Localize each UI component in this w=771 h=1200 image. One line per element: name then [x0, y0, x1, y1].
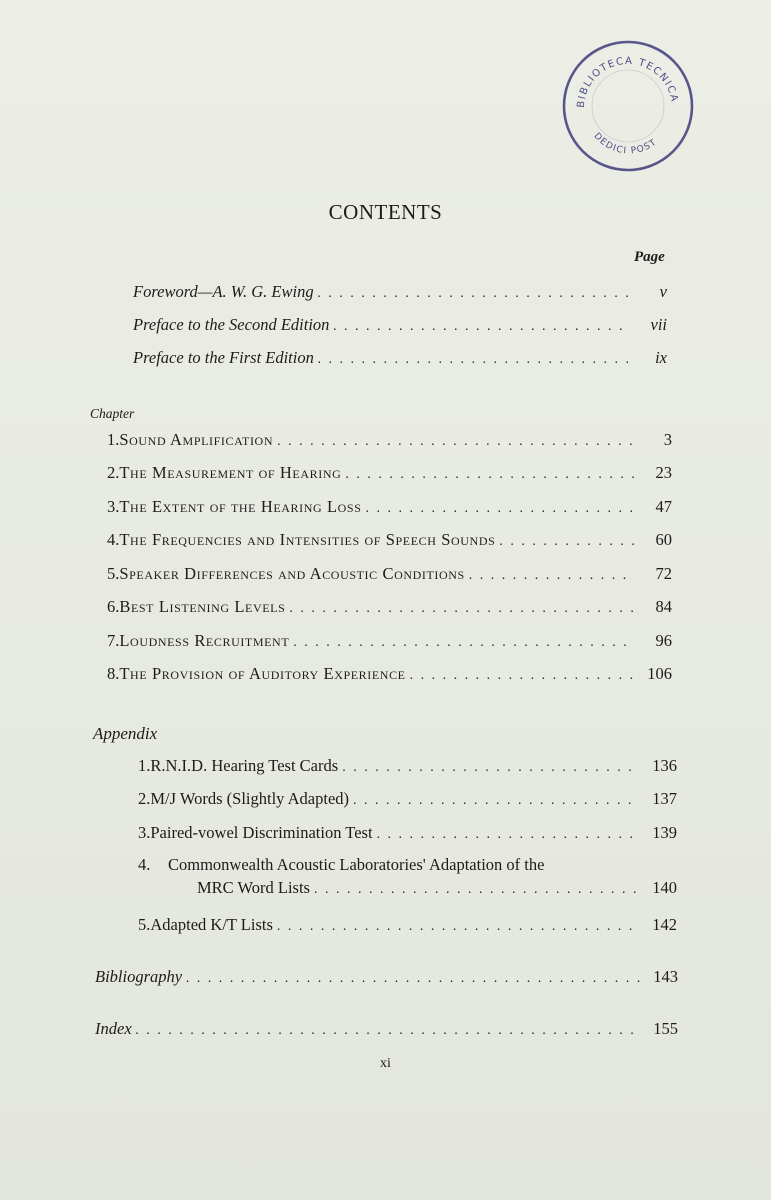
- stamp-top-text: BIBLIOTECA TECNICA: [575, 55, 680, 109]
- toc-appendix-2: [138, 789, 677, 809]
- toc-appendix-4: [138, 855, 677, 875]
- page-column-header: Page: [634, 249, 665, 265]
- toc-entry-foreword: [133, 282, 667, 302]
- dot-leader: [293, 635, 634, 651]
- chapter-page: 106: [647, 664, 672, 683]
- chapter-title: The Frequencies and Intensities of Speech Sounds: [119, 530, 496, 549]
- chapter-title: The Provision of Auditory Experience: [119, 664, 406, 683]
- dot-leader: [136, 1023, 640, 1039]
- stamp-bottom-text: DEDICI POST: [591, 131, 660, 157]
- dot-leader: [377, 827, 639, 843]
- dot-leader: [499, 534, 634, 550]
- toc-appendix-4-continuation: [197, 878, 677, 898]
- toc-entry-preface-first: [133, 348, 667, 368]
- toc-appendix-5: [138, 915, 677, 935]
- chapter-number: 7.: [107, 631, 120, 650]
- chapter-page: 47: [655, 497, 672, 516]
- page-number: xi: [380, 1056, 391, 1071]
- toc-chapter-7: [107, 631, 672, 651]
- appendix-page: 142: [652, 915, 677, 934]
- chapter-number: 6.: [107, 597, 120, 616]
- toc-chapter-2: [107, 463, 672, 483]
- chapter-title: Loudness Recruitment: [119, 631, 290, 650]
- chapter-page: 3: [663, 430, 672, 449]
- chapter-label: Chapter: [90, 406, 135, 421]
- dot-leader: [333, 319, 629, 335]
- toc-chapter-1: [107, 430, 672, 450]
- dot-leader: [365, 501, 634, 517]
- entry-page: 143: [653, 967, 678, 986]
- dot-leader: [186, 971, 640, 987]
- dot-leader: [469, 568, 634, 584]
- dot-leader: [345, 467, 634, 483]
- chapter-title: The Extent of the Hearing Loss: [119, 497, 362, 516]
- entry-title: Foreword—A. W. G. Ewing: [133, 282, 314, 301]
- appendix-title-continued: MRC Word Lists: [197, 878, 310, 897]
- entry-title: Bibliography: [95, 967, 183, 986]
- appendix-page: 139: [652, 823, 677, 842]
- entry-title: Index: [95, 1019, 132, 1038]
- appendix-number: 5.: [138, 915, 151, 934]
- entry-page: 155: [653, 1019, 678, 1038]
- appendix-page: 137: [652, 789, 677, 808]
- chapter-page: 84: [655, 597, 672, 616]
- chapter-number: 8.: [107, 664, 120, 683]
- toc-chapter-3: [107, 497, 672, 517]
- appendix-page: 136: [652, 756, 677, 775]
- dot-leader: [318, 286, 629, 302]
- toc-chapter-6: [107, 597, 672, 617]
- entry-page: v: [659, 282, 667, 301]
- entry-page: vii: [650, 315, 667, 334]
- appendix-number: 1.: [138, 756, 151, 775]
- dot-leader: [277, 919, 639, 935]
- toc-bibliography: [95, 967, 678, 987]
- appendix-title: Paired-vowel Discrimination Test: [150, 823, 373, 842]
- appendix-number: 4.: [138, 855, 151, 874]
- entry-page: ix: [655, 348, 667, 367]
- dot-leader: [342, 760, 639, 776]
- toc-index: [95, 1019, 678, 1039]
- toc-chapter-8: [107, 664, 672, 684]
- dot-leader: [289, 601, 634, 617]
- chapter-title: Best Listening Levels: [119, 597, 286, 616]
- toc-entry-preface-second: [133, 315, 667, 335]
- chapter-number: 2.: [107, 463, 120, 482]
- chapter-title: Speaker Differences and Acoustic Conditions: [119, 564, 465, 583]
- appendix-number: 3.: [138, 823, 151, 842]
- appendix-label: Appendix: [93, 724, 158, 743]
- appendix-page: 140: [652, 878, 677, 897]
- entry-title: Preface to the Second Edition: [133, 315, 330, 334]
- appendix-title: Commonwealth Acoustic Laboratories' Adaptation of the: [168, 855, 545, 874]
- toc-appendix-3: [138, 823, 677, 843]
- svg-text:BIBLIOTECA TECNICA: [576, 56, 680, 108]
- chapter-page: 96: [655, 631, 672, 650]
- toc-appendix-1: [138, 756, 677, 776]
- dot-leader: [314, 882, 639, 898]
- chapter-page: 60: [655, 530, 672, 549]
- chapter-title: The Measurement of Hearing: [119, 463, 342, 482]
- toc-chapter-4: [107, 530, 672, 550]
- chapter-number: 5.: [107, 564, 120, 583]
- dot-leader: [277, 434, 634, 450]
- chapter-page: 72: [655, 564, 672, 583]
- entry-title: Preface to the First Edition: [133, 348, 314, 367]
- chapter-page: 23: [655, 463, 672, 482]
- page-title: CONTENTS: [328, 200, 443, 224]
- dot-leader: [353, 793, 639, 809]
- appendix-title: Adapted K/T Lists: [150, 915, 273, 934]
- chapter-number: 3.: [107, 497, 120, 516]
- chapter-number: 4.: [107, 530, 120, 549]
- dot-leader: [410, 668, 634, 684]
- library-stamp: [560, 38, 696, 174]
- appendix-title: R.N.I.D. Hearing Test Cards: [150, 756, 339, 775]
- appendix-number: 2.: [138, 789, 151, 808]
- dot-leader: [318, 352, 629, 368]
- appendix-title: M/J Words (Slightly Adapted): [150, 789, 350, 808]
- chapter-number: 1.: [107, 430, 120, 449]
- toc-chapter-5: [107, 564, 672, 584]
- chapter-title: Sound Amplification: [119, 430, 274, 449]
